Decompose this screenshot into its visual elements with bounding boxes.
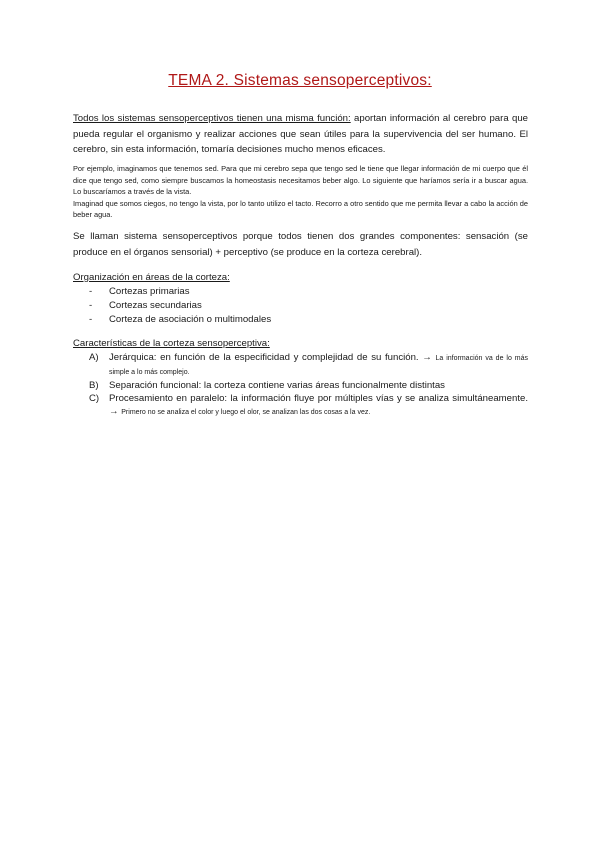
organization-list [73, 285, 528, 327]
bullet-dash: - [89, 300, 93, 311]
intro-paragraph [73, 111, 528, 158]
organization-heading: Organización en áreas de la corteza: [73, 272, 230, 283]
intro-underlined-text: Todos los sistemas sensoperceptivos tienen una misma función: [73, 113, 351, 124]
organization-section [73, 270, 528, 327]
list-item: A) Jerárquica: en función de la especificidad y complejidad de su función. → La información va de lo más simple a lo más complejo. [89, 352, 529, 376]
characteristics-heading: Características de la corteza sensoperceptiva: [73, 338, 270, 349]
example-text-2: Imaginad que somos ciegos, no tengo la vista, por lo tanto utilizo el tacto. Recorro a otro sentido que me permita llevar a cabo la acción de beber agua. [73, 198, 528, 220]
example-text: Por ejemplo, imaginamos que tenemos sed. Para que mi cerebro sepa que tengo sed le tiene que llegar información de mi cuerpo que él dice que tengo sed, como siempre buscamos la homeostasis necesitamos beber algo. Lo siguiente que haríamos sería ir a buscar agua. Lo buscaríamos a través de la vista. [73, 164, 528, 197]
example-paragraph [73, 163, 528, 221]
characteristics-section [73, 336, 528, 419]
list-item: - Corteza de asociación o multimodales [89, 314, 272, 325]
characteristics-list [73, 351, 528, 419]
list-item: B) Separación funcional: la corteza contiene varias áreas funcionalmente distintas [89, 380, 445, 391]
list-item: - Cortezas secundarias [89, 300, 202, 311]
components-paragraph: Se llaman sistema sensoperceptivos porque todos tienen dos grandes componentes: sensación (se produce en el órganos sensorial) + perceptivo (se produce en la corteza cerebral). [73, 231, 528, 258]
bullet-dash: - [89, 286, 93, 297]
intro-text: aportan información al cerebro para que pueda regular el organismo y realizar acciones que sean útiles para la supervivencia del ser humano. El cerebro, sin esta información, tomaría decisiones mucho menos eficaces. [73, 113, 529, 156]
list-item: - Cortezas primarias [89, 286, 190, 297]
page-title: TEMA 2. Sistemas sensoperceptivos: [168, 72, 432, 89]
list-item: C) Procesamiento en paralelo: la información fluye por múltiples vías y se analiza simultáneamente. → Primero no se analiza el color y luego el olor, se analizan las dos cosas a la vez. [89, 393, 528, 417]
bullet-dash: - [89, 314, 93, 325]
